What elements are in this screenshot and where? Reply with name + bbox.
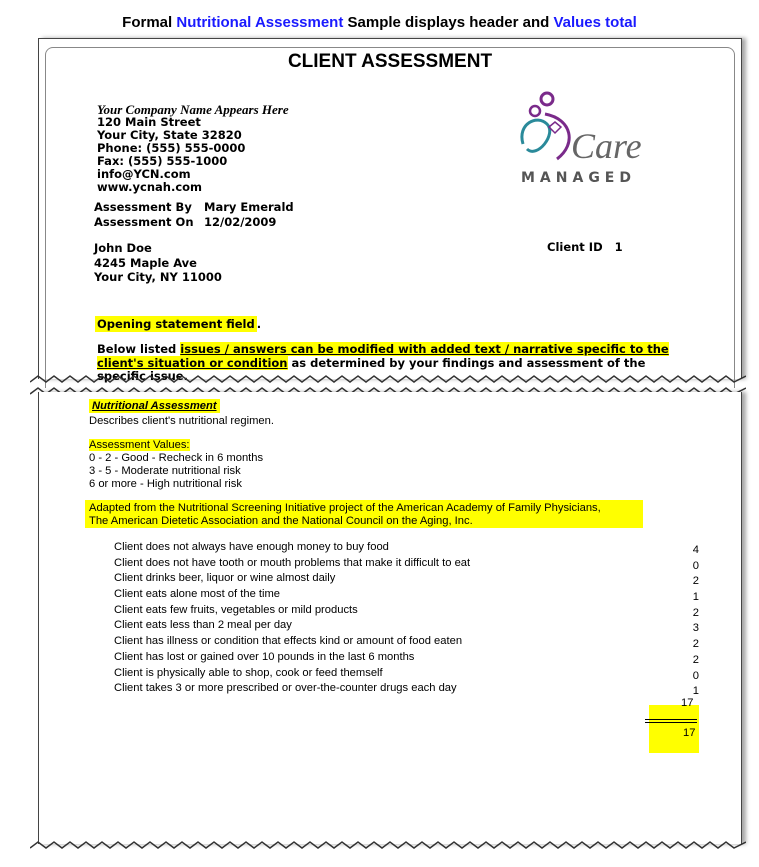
torn-edge-bottom <box>30 838 746 862</box>
opening-statement-field: Opening statement field <box>97 317 255 331</box>
question-value: 2 <box>692 575 699 588</box>
opening-dot: . <box>256 317 262 331</box>
question-item: Client has illness or condition that effects kind or amount of food eaten <box>114 635 463 648</box>
question-value: 1 <box>692 591 699 604</box>
question-value: 0 <box>692 559 699 572</box>
question-value: 1 <box>692 685 699 698</box>
question-value: 2 <box>692 653 699 666</box>
total-rule <box>645 719 697 720</box>
question-item: Client drinks beer, liquor or wine almost daily <box>114 572 336 585</box>
address-line: Your City, State 32820 <box>97 128 242 142</box>
client-id-label: Client ID <box>547 240 603 254</box>
caption-part2: Nutritional Assessment <box>176 14 344 31</box>
values-label <box>89 439 190 452</box>
value-range-moderate: 3 - 5 - Moderate nutritional risk <box>89 465 241 477</box>
source-line-2: The American Dietetic Association and the National Council on the Aging, Inc. <box>89 515 473 527</box>
fax-line: Fax: (555) 555-1000 <box>97 154 228 168</box>
company-block <box>97 103 289 194</box>
phone-line: Phone: (555) 555-0000 <box>97 141 246 155</box>
total-value: 17 <box>683 727 696 739</box>
question-item: Client eats less than 2 meal per day <box>114 619 292 632</box>
question-item: Client takes 3 or more prescribed or over-the-counter drugs each day <box>114 682 457 695</box>
logo-word: Care <box>571 126 642 166</box>
question-item: Client does not always have enough money to buy food <box>114 541 389 553</box>
logo-subtitle: MANAGED <box>521 170 636 186</box>
email-line: info@YCN.com <box>97 167 191 181</box>
source-line-1: Adapted from the Nutritional Screening Initiative project of the American Academy of Family Physicians, <box>89 502 601 514</box>
client-city: Your City, NY 11000 <box>94 270 222 284</box>
section-title-text: Nutritional Assessment <box>89 399 220 413</box>
client-name: John Doe <box>94 241 152 255</box>
caption-part1: Formal <box>122 14 177 31</box>
client-id-value: 1 <box>614 240 623 254</box>
question-value: 2 <box>692 606 699 619</box>
section-title <box>89 400 220 413</box>
client-id <box>547 241 623 254</box>
desc-text: as determined by your findings and assessment of the <box>287 355 646 370</box>
question-list <box>114 540 470 697</box>
value-range-high: 6 or more - High nutritional risk <box>89 478 242 490</box>
website-line: www.ycnah.com <box>97 180 203 194</box>
report-title: CLIENT ASSESSMENT <box>287 51 493 72</box>
desc-highlight: issues / answers can be <box>180 342 338 356</box>
question-value: 4 <box>692 544 699 556</box>
question-item: Client eats alone most of the time <box>114 588 281 601</box>
address-line: 120 Main Street <box>97 115 201 129</box>
total-rule <box>645 722 697 723</box>
section-description: Describes client's nutritional regimen. <box>89 415 274 427</box>
nutritional-assessment-page <box>38 392 742 844</box>
question-value: 2 <box>692 638 699 651</box>
assessed-on-label: Assessment On <box>94 215 194 229</box>
desc-text: Below listed <box>97 342 181 356</box>
desc-highlight: modified with added text / narrative specific to the <box>337 342 669 356</box>
client-street: 4245 Maple Ave <box>94 255 197 270</box>
question-item: Client has lost or gained over 10 pounds in the last 6 months <box>114 650 415 663</box>
report-header-page <box>38 38 742 383</box>
question-item: Client eats few fruits, vegetables or mild products <box>114 603 358 616</box>
question-value: 0 <box>692 669 699 682</box>
question-item: Client is physically able to shop, cook or feed themself <box>114 666 383 679</box>
values-label-text: Assessment Values: <box>89 439 190 451</box>
assessor-block <box>94 201 294 229</box>
figure-caption <box>0 14 759 31</box>
assessed-on-value: 12/02/2009 <box>204 215 277 229</box>
assessed-by-value: Mary Emerald <box>204 200 294 214</box>
desc-text: specific issue. <box>97 369 188 383</box>
value-range-good: 0 - 2 - Good - Recheck in 6 months <box>89 452 264 464</box>
subtotal-value: 17 <box>681 697 694 709</box>
caption-part4: Values total <box>553 14 637 31</box>
question-value: 3 <box>692 622 699 635</box>
opening-statement <box>95 318 261 331</box>
question-item: Client does not have tooth or mouth problems that make it difficult to eat <box>114 556 471 569</box>
client-address-block <box>94 241 222 285</box>
company-name: Your Company Name Appears Here <box>97 102 289 117</box>
value-list <box>679 543 699 700</box>
assessed-by-label: Assessment By <box>94 200 192 214</box>
caption-part3: Sample displays header and <box>343 14 554 31</box>
desc-highlight: client's situation or condition <box>97 355 288 370</box>
